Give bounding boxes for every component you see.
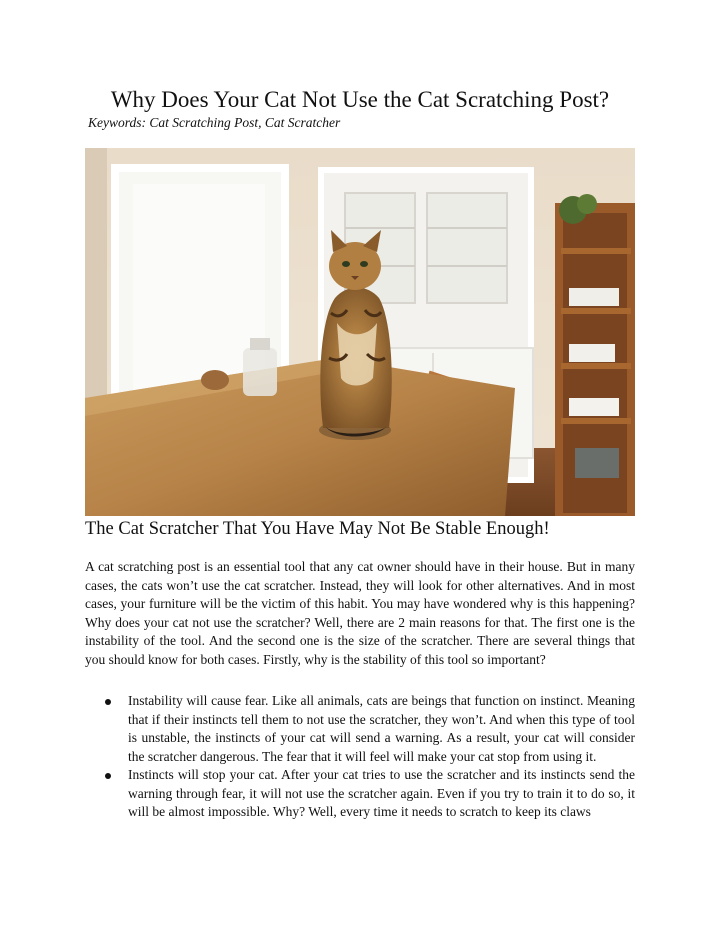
intro-paragraph: A cat scratching post is an essential tool that any cat owner should have in their house. But in many cases, the cats won’t use the cat scratcher. Instead, they will look for other alternatives. And in most cases, your furniture will be the victim of this habit. You may have wondered why is this happening? Why does your cat not use the scratcher? Well, there are 2 main reasons for that. The first one is the instability of the tool. And the second one is the size of the scratcher. There are several things that you should know for both cases. Firstly, why is the stability of this tool so important? [85,559,635,667]
section-heading: The Cat Scratcher That You Have May Not Be Stable Enough! [85,519,550,539]
list-item [85,766,635,822]
bullet-list [85,692,635,822]
cat-on-table-photo [85,148,635,516]
bullet-text: Instincts will stop your cat. After your cat tries to use the scratcher and its instincts send the warning through fear, it will not use the scratcher again. Even if you try to train it to do so, it will be almost impossible. Why? Well, every time it needs to scratch to keep its claws [128,767,635,819]
keywords-line: Keywords: Cat Scratching Post, Cat Scratcher [88,115,341,130]
bullet-text: Instability will cause fear. Like all animals, cats are beings that function on instinct. Meaning that if their instincts tell them to not use the scratcher, they won’t. And when this type of tool is unstable, the instincts of your cat will send a warning. As a result, your cat will consider the scratcher dangerous. The fear that it will feel will make your cat stop from using it. [128,693,635,764]
page-title: Why Does Your Cat Not Use the Cat Scratching Post? [110,87,610,112]
list-item [85,692,635,766]
bullet-icon [105,773,111,779]
bullet-icon [105,699,111,705]
